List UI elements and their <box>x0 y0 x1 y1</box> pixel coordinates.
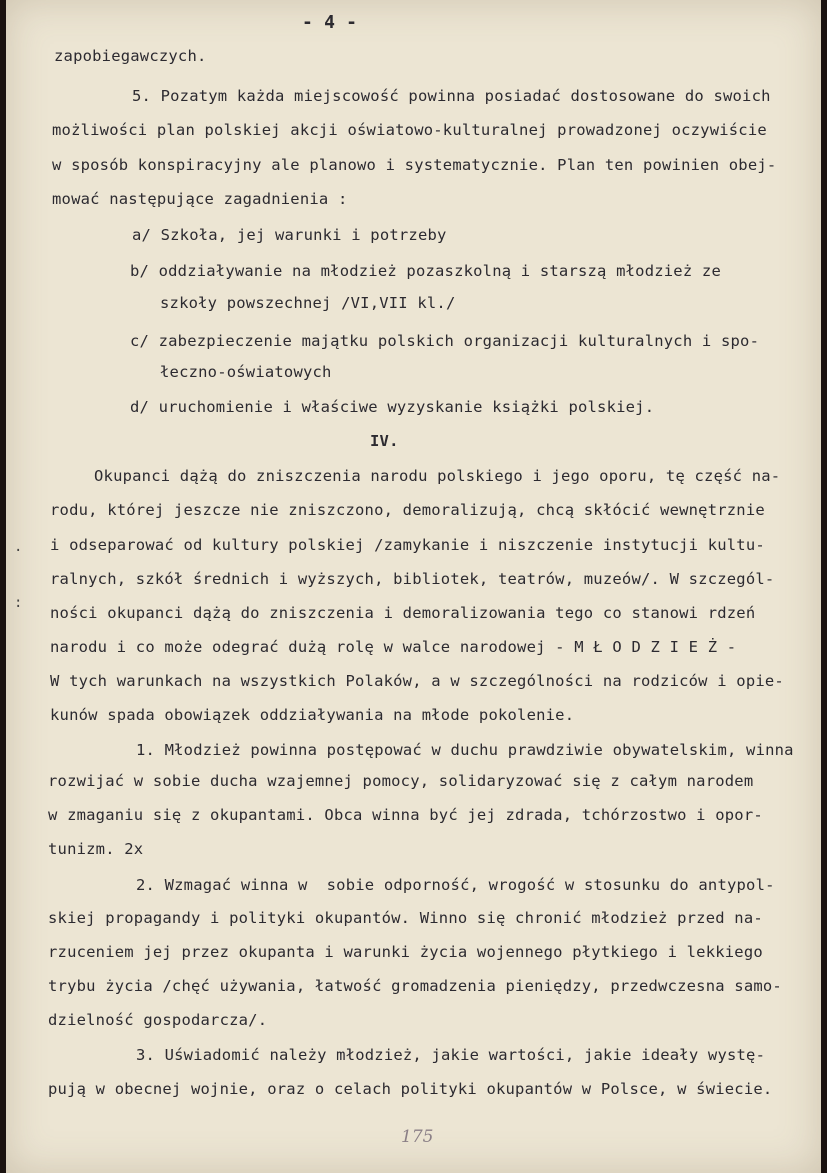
text-line: skiej propagandy i polityki okupantów. Winno się chronić młodzież przed na- <box>48 909 763 927</box>
text-line: 3. Uświadomić należy młodzież, jakie wartości, jakie ideały wystę- <box>136 1046 766 1064</box>
text-line: narodu i co może odegrać dużą rolę w walce narodowej - M Ł O D Z I E Ż - <box>50 638 737 656</box>
list-item: a/ Szkoła, jej warunki i potrzeby <box>132 226 447 244</box>
text-line: możliwości plan polskiej akcji oświatowo-kulturalnej prowadzonej oczywiście <box>52 121 767 139</box>
text-line: szkoły powszechnej /VI,VII kl./ <box>160 294 456 312</box>
section-heading: IV. <box>370 432 399 450</box>
list-item: c/ zabezpieczenie majątku polskich organizacji kulturalnych i spo- <box>130 332 760 350</box>
text-line: ralnych, szkół średnich i wyższych, bibliotek, teatrów, muzeów/. W szczegól- <box>50 570 775 588</box>
handwritten-folio-number: 175 <box>401 1127 434 1147</box>
text-line: pują w obecnej wojnie, oraz o celach polityki okupantów w Polsce, w świecie. <box>48 1080 773 1098</box>
page-number: - 4 - <box>302 12 358 33</box>
text-line: łeczno-oświatowych <box>160 363 332 381</box>
text-line: rozwijać w sobie ducha wzajemnej pomocy, solidaryzować się z całym narodem <box>48 772 754 790</box>
text-line: i odseparować od kultury polskiej /zamykanie i niszczenie instytucji kultu- <box>50 536 765 554</box>
text-line: 5. Pozatym każda miejscowość powinna posiadać dostosowane do swoich <box>132 87 771 105</box>
text-line: zapobiegawczych. <box>54 47 207 65</box>
text-line: 2. Wzmagać winna w sobie odporność, wrogość w stosunku do antypol- <box>136 876 775 894</box>
document-page <box>6 0 821 1173</box>
list-item: b/ oddziaływanie na młodzież pozaszkolną i starszą młodzież ze <box>130 262 721 280</box>
text-line: w zmaganiu się z okupantami. Obca winna być jej zdrada, tchórzostwo i opor- <box>48 806 763 824</box>
text-line: mować następujące zagadnienia : <box>52 190 348 208</box>
text-line: rzuceniem jej przez okupanta i warunki życia wojennego płytkiego i lekkiego <box>48 943 763 961</box>
text-line: 1. Młodzież powinna postępować w duchu prawdziwie obywatelskim, winna <box>136 741 794 759</box>
margin-mark: . <box>14 539 23 555</box>
margin-mark: : <box>14 595 23 611</box>
text-line: kunów spada obowiązek oddziaływania na młode pokolenie. <box>50 706 575 724</box>
text-line: trybu życia /chęć używania, łatwość gromadzenia pieniędzy, przedwczesna samo- <box>48 977 782 995</box>
text-line: dzielność gospodarcza/. <box>48 1011 268 1029</box>
text-line: tunizm. 2x <box>48 840 144 858</box>
text-line: W tych warunkach na wszystkich Polaków, a w szczególności na rodziców i opie- <box>50 672 784 690</box>
list-item: d/ uruchomienie i właściwe wyzyskanie książki polskiej. <box>130 398 655 416</box>
text-line: ności okupanci dążą do zniszczenia i demoralizowania tego co stanowi rdzeń <box>50 604 756 622</box>
text-line: Okupanci dążą do zniszczenia narodu polskiego i jego oporu, tę część na- <box>94 467 781 485</box>
text-line: w sposób konspiracyjny ale planowo i systematycznie. Plan ten powinien obej- <box>52 156 777 174</box>
text-line: rodu, której jeszcze nie zniszczono, demoralizują, chcą skłócić wewnętrznie <box>50 501 765 519</box>
